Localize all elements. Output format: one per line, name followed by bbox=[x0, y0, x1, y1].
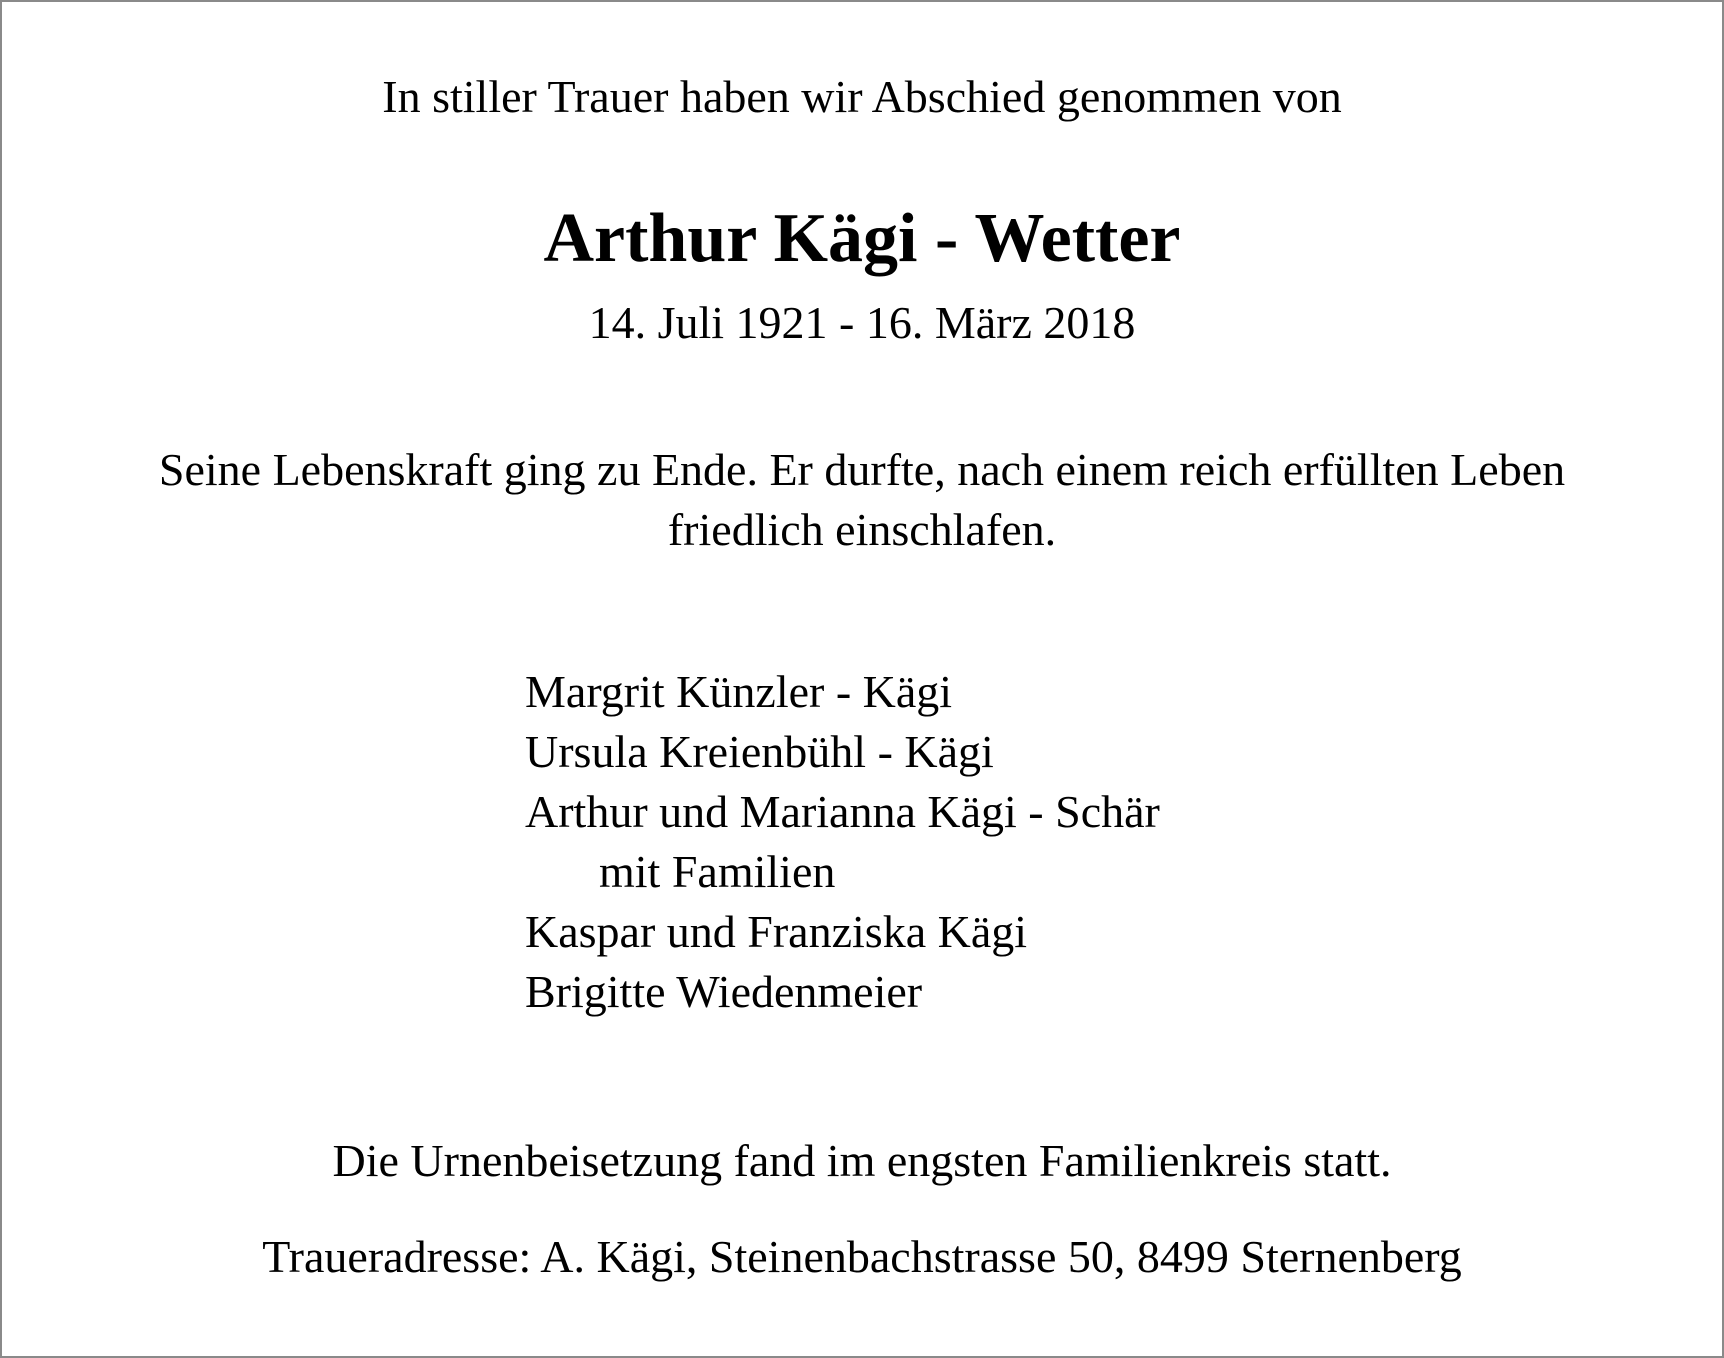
burial-note: Die Urnenbeisetzung fand im engsten Familienkreis statt. bbox=[332, 1135, 1392, 1186]
mourner-entry: mit Familien bbox=[599, 846, 836, 897]
mourners-list bbox=[525, 662, 1160, 1022]
mourner-entry: Ursula Kreienbühl - Kägi bbox=[525, 726, 994, 777]
mourner-entry: Margrit Künzler - Kägi bbox=[525, 666, 953, 717]
mourner-entry: Arthur und Marianna Kägi - Schär bbox=[525, 786, 1160, 837]
tribute-text bbox=[2, 440, 1722, 560]
mourning-address: Traueradresse: A. Kägi, Steinenbachstrasse 50, 8499 Sternenberg bbox=[262, 1231, 1462, 1282]
life-dates: 14. Juli 1921 - 16. März 2018 bbox=[588, 297, 1136, 348]
deceased-name: Arthur Kägi - Wetter bbox=[543, 200, 1181, 277]
tribute-line: Seine Lebenskraft ging zu Ende. Er durfte, nach einem reich erfüllten Leben bbox=[158, 444, 1566, 495]
mourner-entry: Kaspar und Franziska Kägi bbox=[525, 906, 1028, 957]
intro-text: In stiller Trauer haben wir Abschied genommen von bbox=[382, 71, 1342, 122]
mourner-entry: Brigitte Wiedenmeier bbox=[525, 966, 923, 1017]
tribute-line: friedlich einschlafen. bbox=[667, 504, 1057, 555]
